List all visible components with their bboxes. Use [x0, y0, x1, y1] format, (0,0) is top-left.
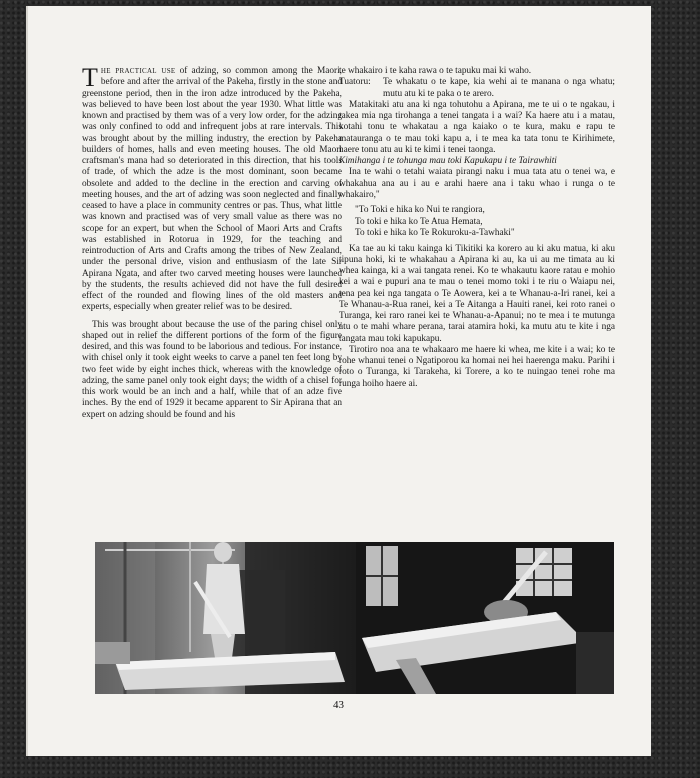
verse-block: [355, 205, 615, 240]
left-paragraph-2: This was brought about because the use of the paring chisel only shaped out in relief the different portions of the form of the figure desired, and this was found to be laborious and tedious. For instance, with chisel only it took eight weeks to carve a panel ten feet long by two feet wide by eight inches thick, whereas with the knowledge of adzing, the same panel only took eight days; the width of a chisel for this work would be an inch and a half, while that of an adze five inches. By the end of 1929 it became apparent to Sir Apirana that an expert on adzing should be found and his: [82, 319, 342, 420]
verse-line: To toki e hika ko Te Atua Hemata,: [355, 216, 483, 227]
photo-carver-working: [356, 542, 614, 694]
right-paragraph-2: Ina te wahi o tetahi waiata pirangi naku i mua tata atu o tenei wa, e whakahua ana au i au e arahi haere ana i taku whao i runga o te whakairo,": [339, 167, 615, 200]
photo-adzing-image: [356, 542, 614, 694]
dialog-entry: [339, 77, 615, 100]
subheading: Kimihanga i te tohunga mau toki Kapukapu i te Tairawhiti: [339, 156, 557, 166]
verse-line: To toki e hika ko Te Rokuroku-a-Tawhaki": [355, 228, 515, 238]
lead-smallcaps: he practical use: [100, 66, 176, 76]
page-number: 43: [333, 699, 344, 711]
right-paragraph-3: Ka tae au ki taku kainga ki Tikitiki ka korero au ki aku matua, ki aku tipuna hoki, ki te whakahau a Apirana ki au, ka ui au me timata au ki whea kainga, ki a wai tangata renei. Ko te whakautu kaore ratau e mohio kei a wai e pupuri ana te mau o tenei momo toki i te riu o Waiapu nei, tena pea kei nga tangata o Te Aowera, kei a te Whanau-a-Iri ranei, kei a Te Whanau-a-Rua ranei, kei a Te Aitanga a Hauiti ranei, kei roto ranei o Turanga, kei raro ranei kei te Whanau-a-Apanui; no te mea i te mutunga atu o te mahi whare perana, tarai atamira hoki, ka mutu atu te kite i nga tangata mau toki kapukapu.: [339, 243, 615, 344]
photo-carver-standing: [95, 542, 356, 694]
right-column: [339, 66, 615, 390]
continued-line: te whakairo i te kaha rawa o te tapuku mai ki waho.: [339, 66, 532, 76]
book-page: [26, 6, 651, 756]
drop-cap: T: [82, 63, 98, 92]
right-paragraph-4: Tirotiro noa ana te whakaaro me haere ki whea, me kite i a wai; ko te rohe whanui tenei o Ngatiporou ka homai nei hei haerenga maku. Parihi i roto o Turanga, ki Tarakeha, ki Torere, a ko te nuingao tenei rohe ma runga hoiho haere ai.: [339, 344, 615, 389]
photo-carver-image: [95, 542, 356, 694]
speaker-label: Tuatoru:: [339, 77, 371, 88]
speaker-text: Te whakatu o te kape, kia wehi ai te manana o nga whatu; mutu atu ki te paka o te arero.: [383, 77, 615, 99]
right-paragraph-1: Matakitaki atu ana ki nga tohutohu a Apirana, me te ui o te ngakau, i takea mia nga tirohanga a tenei tangata i a wai? Ka haere atu i a matau, kotahi tonu te whakatau a nga kaiako o te kura, maku e rapu te matauranga o te mau toki kapu a, i te mea ka tata tonu te Kirihimete, haere tonu atu au ki te kimi i tenei taonga.: [339, 99, 615, 155]
left-column: [82, 63, 342, 421]
verse-line: "To Toki e hika ko Nui te rangiora,: [355, 205, 485, 215]
left-paragraph-1-text: of adzing, so common among the Maori, before and after the arrival of the Pakeha, firstly in the stone and greenstone period, then in the iron adze introduced by the Pakeha, was believed to have been lost about the year 1930. What little was known and practised by them was of a very low order, for the adzing was only confined to odd and infrequent jobs at rare intervals. This was brought about by the milling industry, the erection by Pakeha builders of homes, halls and even meeting houses. The old Maori craftsman's mana had so deteriorated in this direction, that his tools of trade, of which the adze is the most dominant, soon became obsolete and added to the decline in the erection and carving of meeting houses, and the art of adzing was soon neglected and finally ceased to have a place in community centres or pas. Thus, what little was known and practised was of very small value as there was no scope for an expert, but when the School of Maori Arts and Crafts was established in Rotorua in 1929, for the teaching and reintroduction of Arts and Crafts among the tribes of New Zealand, under the personal drive, vision and enthusiasm of the late Sir Apirana Ngata, and after two carved meeting houses were launched by the students, the results achieved did not have the full desired effect of the rounded and flowing lines of the old masters and experts, especially when greater relief was to be desired.: [82, 66, 342, 313]
left-paragraph-1: [82, 63, 342, 314]
